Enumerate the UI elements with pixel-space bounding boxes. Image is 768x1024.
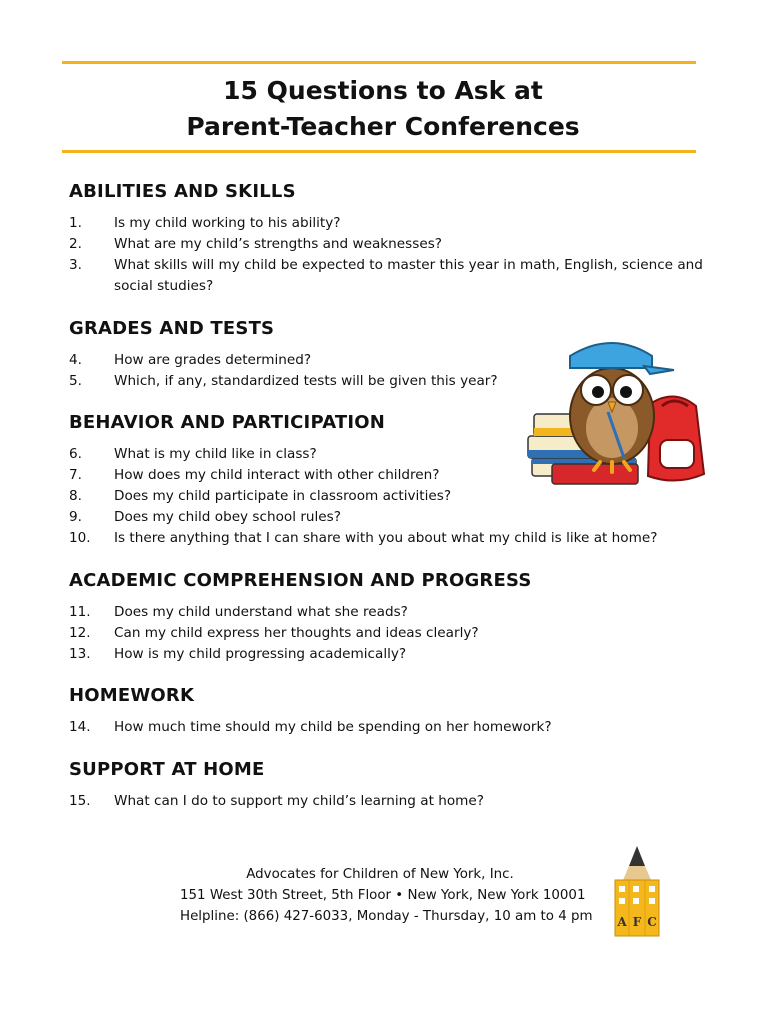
question-text: What are my child’s strengths and weaknesses? [114, 236, 442, 252]
question-item [69, 623, 709, 644]
owl-with-books-illustration [524, 336, 714, 496]
question-number: 1. [69, 215, 82, 231]
question-item [69, 255, 709, 297]
question-text: How does my child interact with other children? [114, 467, 440, 483]
section-heading: ACADEMIC COMPREHENSION AND PROGRESS [69, 570, 532, 591]
question-number: 9. [69, 509, 82, 525]
question-text: How are grades determined? [114, 352, 312, 368]
question-text: How much time should my child be spending on her homework? [114, 719, 552, 735]
question-number: 4. [69, 352, 82, 368]
section-heading: SUPPORT AT HOME [69, 759, 265, 780]
question-text: Can my child express her thoughts and ideas clearly? [114, 625, 479, 641]
question-list [69, 213, 709, 297]
page-title-line-1: 15 Questions to Ask at [223, 76, 543, 105]
question-number: 14. [69, 719, 91, 735]
question-text: What can I do to support my child’s learning at home? [114, 793, 484, 809]
footer-helpline: Helpline: (866) 427-6033, Monday - Thursday, 10 am to 4 pm [180, 909, 593, 924]
question-item [69, 791, 709, 812]
section-heading: BEHAVIOR AND PARTICIPATION [69, 412, 386, 433]
question-number: 3. [69, 257, 82, 273]
page-title [62, 73, 704, 145]
afc-pencil-logo [611, 844, 663, 938]
question-text: What is my child like in class? [114, 446, 317, 462]
question-item [69, 602, 709, 623]
section-academic-comprehension-and-progress [69, 570, 709, 665]
question-text: Does my child understand what she reads? [114, 604, 408, 620]
question-number: 6. [69, 446, 82, 462]
question-list [69, 717, 709, 738]
section-support-at-home [69, 759, 709, 812]
question-text: What skills will my child be expected to master this year in math, English, science and social studies? [114, 257, 703, 294]
question-number: 7. [69, 467, 82, 483]
question-text: Which, if any, standardized tests will be given this year? [114, 373, 498, 389]
question-number: 15. [69, 793, 91, 809]
pencil-tip-icon [629, 846, 645, 866]
title-bottom-rule [62, 150, 696, 153]
question-number: 2. [69, 236, 82, 252]
backpack-icon [648, 396, 704, 480]
question-item [69, 717, 709, 738]
footer-address: 151 West 30th Street, 5th Floor • New York, New York 10001 [180, 888, 586, 903]
title-top-rule [62, 61, 696, 64]
question-item [69, 213, 709, 234]
question-item [69, 644, 709, 665]
question-text: Is my child working to his ability? [114, 215, 341, 231]
question-list [69, 791, 709, 812]
question-number: 8. [69, 488, 82, 504]
section-heading: GRADES AND TESTS [69, 318, 275, 339]
question-number: 12. [69, 625, 91, 641]
page-title-line-2: Parent-Teacher Conferences [186, 112, 580, 141]
question-list [69, 602, 709, 665]
question-text: Does my child participate in classroom activities? [114, 488, 452, 504]
question-item [69, 528, 709, 549]
question-item [69, 234, 709, 255]
question-item [69, 507, 709, 528]
section-heading: HOMEWORK [69, 685, 195, 706]
question-text: How is my child progressing academically? [114, 646, 407, 662]
footer-contact [180, 864, 593, 927]
logo-letter-a: A [617, 915, 627, 929]
question-number: 5. [69, 373, 82, 389]
logo-letter-f: F [632, 915, 642, 929]
question-text: Is there anything that I can share with you about what my child is like at home? [114, 530, 658, 546]
footer-organization: Advocates for Children of New York, Inc. [246, 867, 514, 882]
section-homework [69, 685, 709, 738]
question-number: 10. [69, 530, 91, 546]
section-abilities-and-skills [69, 181, 709, 297]
question-number: 13. [69, 646, 91, 662]
section-heading: ABILITIES AND SKILLS [69, 181, 296, 202]
logo-letter-c: C [647, 915, 657, 929]
question-text: Does my child obey school rules? [114, 509, 341, 525]
question-number: 11. [69, 604, 91, 620]
